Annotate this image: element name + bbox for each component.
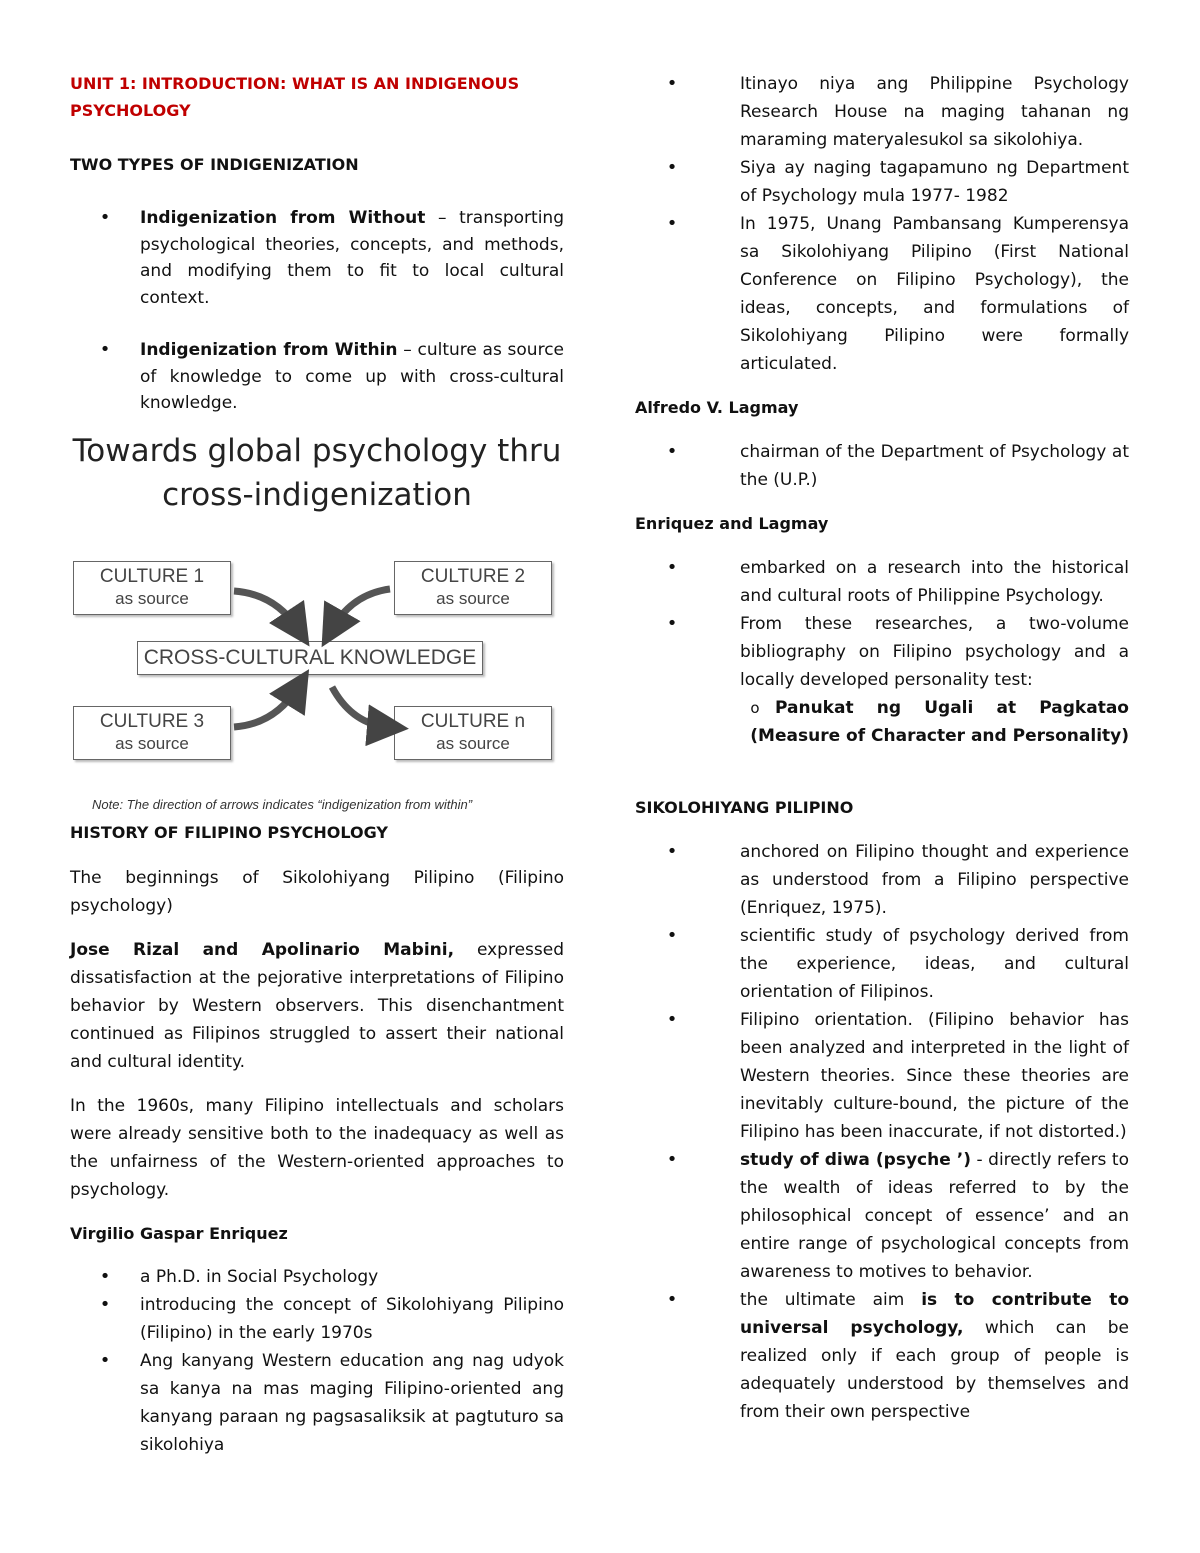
arrow-3-icon <box>234 687 298 727</box>
sixties-paragraph: In the 1960s, many Filipino intellectuals and scholars were already sensitive both to the inadequacy as well as the unfairness of the Western-oriented approaches to psychology. <box>70 1095 564 1200</box>
list-item: • Siya ay naging tagapamuno ng Department of Psychology mula 1977- 1982 <box>635 154 1129 210</box>
sp-heading: SIKOLOHIYANG PILIPINO <box>635 798 854 817</box>
cross-indigenization-diagram <box>70 429 564 829</box>
culture-3-box: CULTURE 3 as source <box>73 706 231 760</box>
vge-cont-list <box>635 70 1129 378</box>
list-item: • study of diwa (psyche ’) - directly refers to the wealth of ideas referred to by the philosophical concept of essence’ and an entire range of psychological concepts from awareness to motives to behavior. <box>635 1146 1129 1286</box>
unit-title: UNIT 1: INTRODUCTION: WHAT IS AN INDIGENOUS PSYCHOLOGY <box>70 74 520 120</box>
list-item: • Itinayo niya ang Philippine Psychology Research House na maging tahanan ng maraming materyalesukol sa sikolohiya. <box>635 70 1129 154</box>
diagram-note: Note: The direction of arrows indicates “indigenization from within” <box>92 796 473 812</box>
list-item: • anchored on Filipino thought and experience as understood from a Filipino perspective (Enriquez, 1975). <box>635 838 1129 922</box>
culture-1-box: CULTURE 1 as source <box>73 561 231 615</box>
list-item: • scientific study of psychology derived from the experience, ideas, and cultural orientation of Filipinos. <box>635 922 1129 1006</box>
culture-2-box: CULTURE 2 as source <box>394 561 552 615</box>
list-item: • Filipino orientation. (Filipino behavior has been analyzed and interpreted in the light of Western theories. Since these theories are inevitably culture-bound, the picture of the Filipino has been inaccurate, if not distorted.) <box>635 1006 1129 1146</box>
el-list <box>635 554 1129 750</box>
list-subitem: o Panukat ng Ugali at Pagkatao (Measure of Character and Personality) <box>635 694 1129 750</box>
types-heading: TWO TYPES OF INDIGENIZATION <box>70 155 359 174</box>
arrow-4-icon <box>332 687 388 727</box>
sp-list <box>635 838 1129 1426</box>
list-item: • embarked on a research into the historical and cultural roots of Philippine Psychology. <box>635 554 1129 610</box>
list-item: • From these researches, a two-volume bibliography on Filipino psychology and a locally developed personality test: <box>635 610 1129 694</box>
types-list <box>70 205 564 417</box>
lagmay-list <box>635 438 1129 494</box>
list-item: • chairman of the Department of Psychology at the (U.P.) <box>635 438 1129 494</box>
rizal-paragraph: Jose Rizal and Apolinario Mabini, expressed dissatisfaction at the pejorative interpretations of Filipino behavior by Western observers. This disenchantment continued as Filipinos struggled to assert their national and cultural identity. <box>70 939 564 1072</box>
list-item: • Ang kanyang Western education ang nag udyok sa kanya na mas maging Filipino-oriented ang kanyang paraan ng pagsasaliksik at pagtuturo sa sikolohiya <box>70 1347 564 1459</box>
list-item: • introducing the concept of Sikolohiyang Pilipino (Filipino) in the early 1970s <box>70 1291 564 1347</box>
list-item: • In 1975, Unang Pambansang Kumperensya sa Sikolohiyang Pilipino (First National Conference on Filipino Psychology), the ideas, concepts, and formulations of Sikolohiyang Pilipino were formally articulated. <box>635 210 1129 378</box>
diagram-title: Towards global psychology thru cross-indigenization <box>72 432 562 513</box>
left-column <box>70 70 564 1459</box>
vge-list <box>70 1263 564 1459</box>
list-item: • a Ph.D. in Social Psychology <box>70 1263 564 1291</box>
list-item: • the ultimate aim is to contribute to universal psychology, which can be realized only if each group of people is adequately understood by themselves and from their own perspective <box>635 1286 1129 1426</box>
history-heading: HISTORY OF FILIPINO PSYCHOLOGY <box>70 822 388 842</box>
lagmay-heading: Alfredo V. Lagmay <box>635 398 799 417</box>
list-item: • Indigenization from Without – transporting psychological theories, concepts, and methods, and modifying them to fit to local cultural context. <box>70 205 564 311</box>
arrow-2-icon <box>332 589 390 629</box>
right-column <box>635 70 1129 1426</box>
cross-cultural-knowledge-box: CROSS-CULTURAL KNOWLEDGE <box>137 641 483 675</box>
arrow-1-icon <box>234 591 298 629</box>
vge-heading: Virgilio Gaspar Enriquez <box>70 1223 288 1243</box>
history-intro: The beginnings of Sikolohiyang Pilipino (Filipino psychology) <box>70 867 564 916</box>
el-heading: Enriquez and Lagmay <box>635 514 829 533</box>
culture-n-box: CULTURE n as source <box>394 706 552 760</box>
list-item: • Indigenization from Within – culture as source of knowledge to come up with cross-cultural knowledge. <box>70 337 564 417</box>
diagram-arrows <box>70 429 564 829</box>
